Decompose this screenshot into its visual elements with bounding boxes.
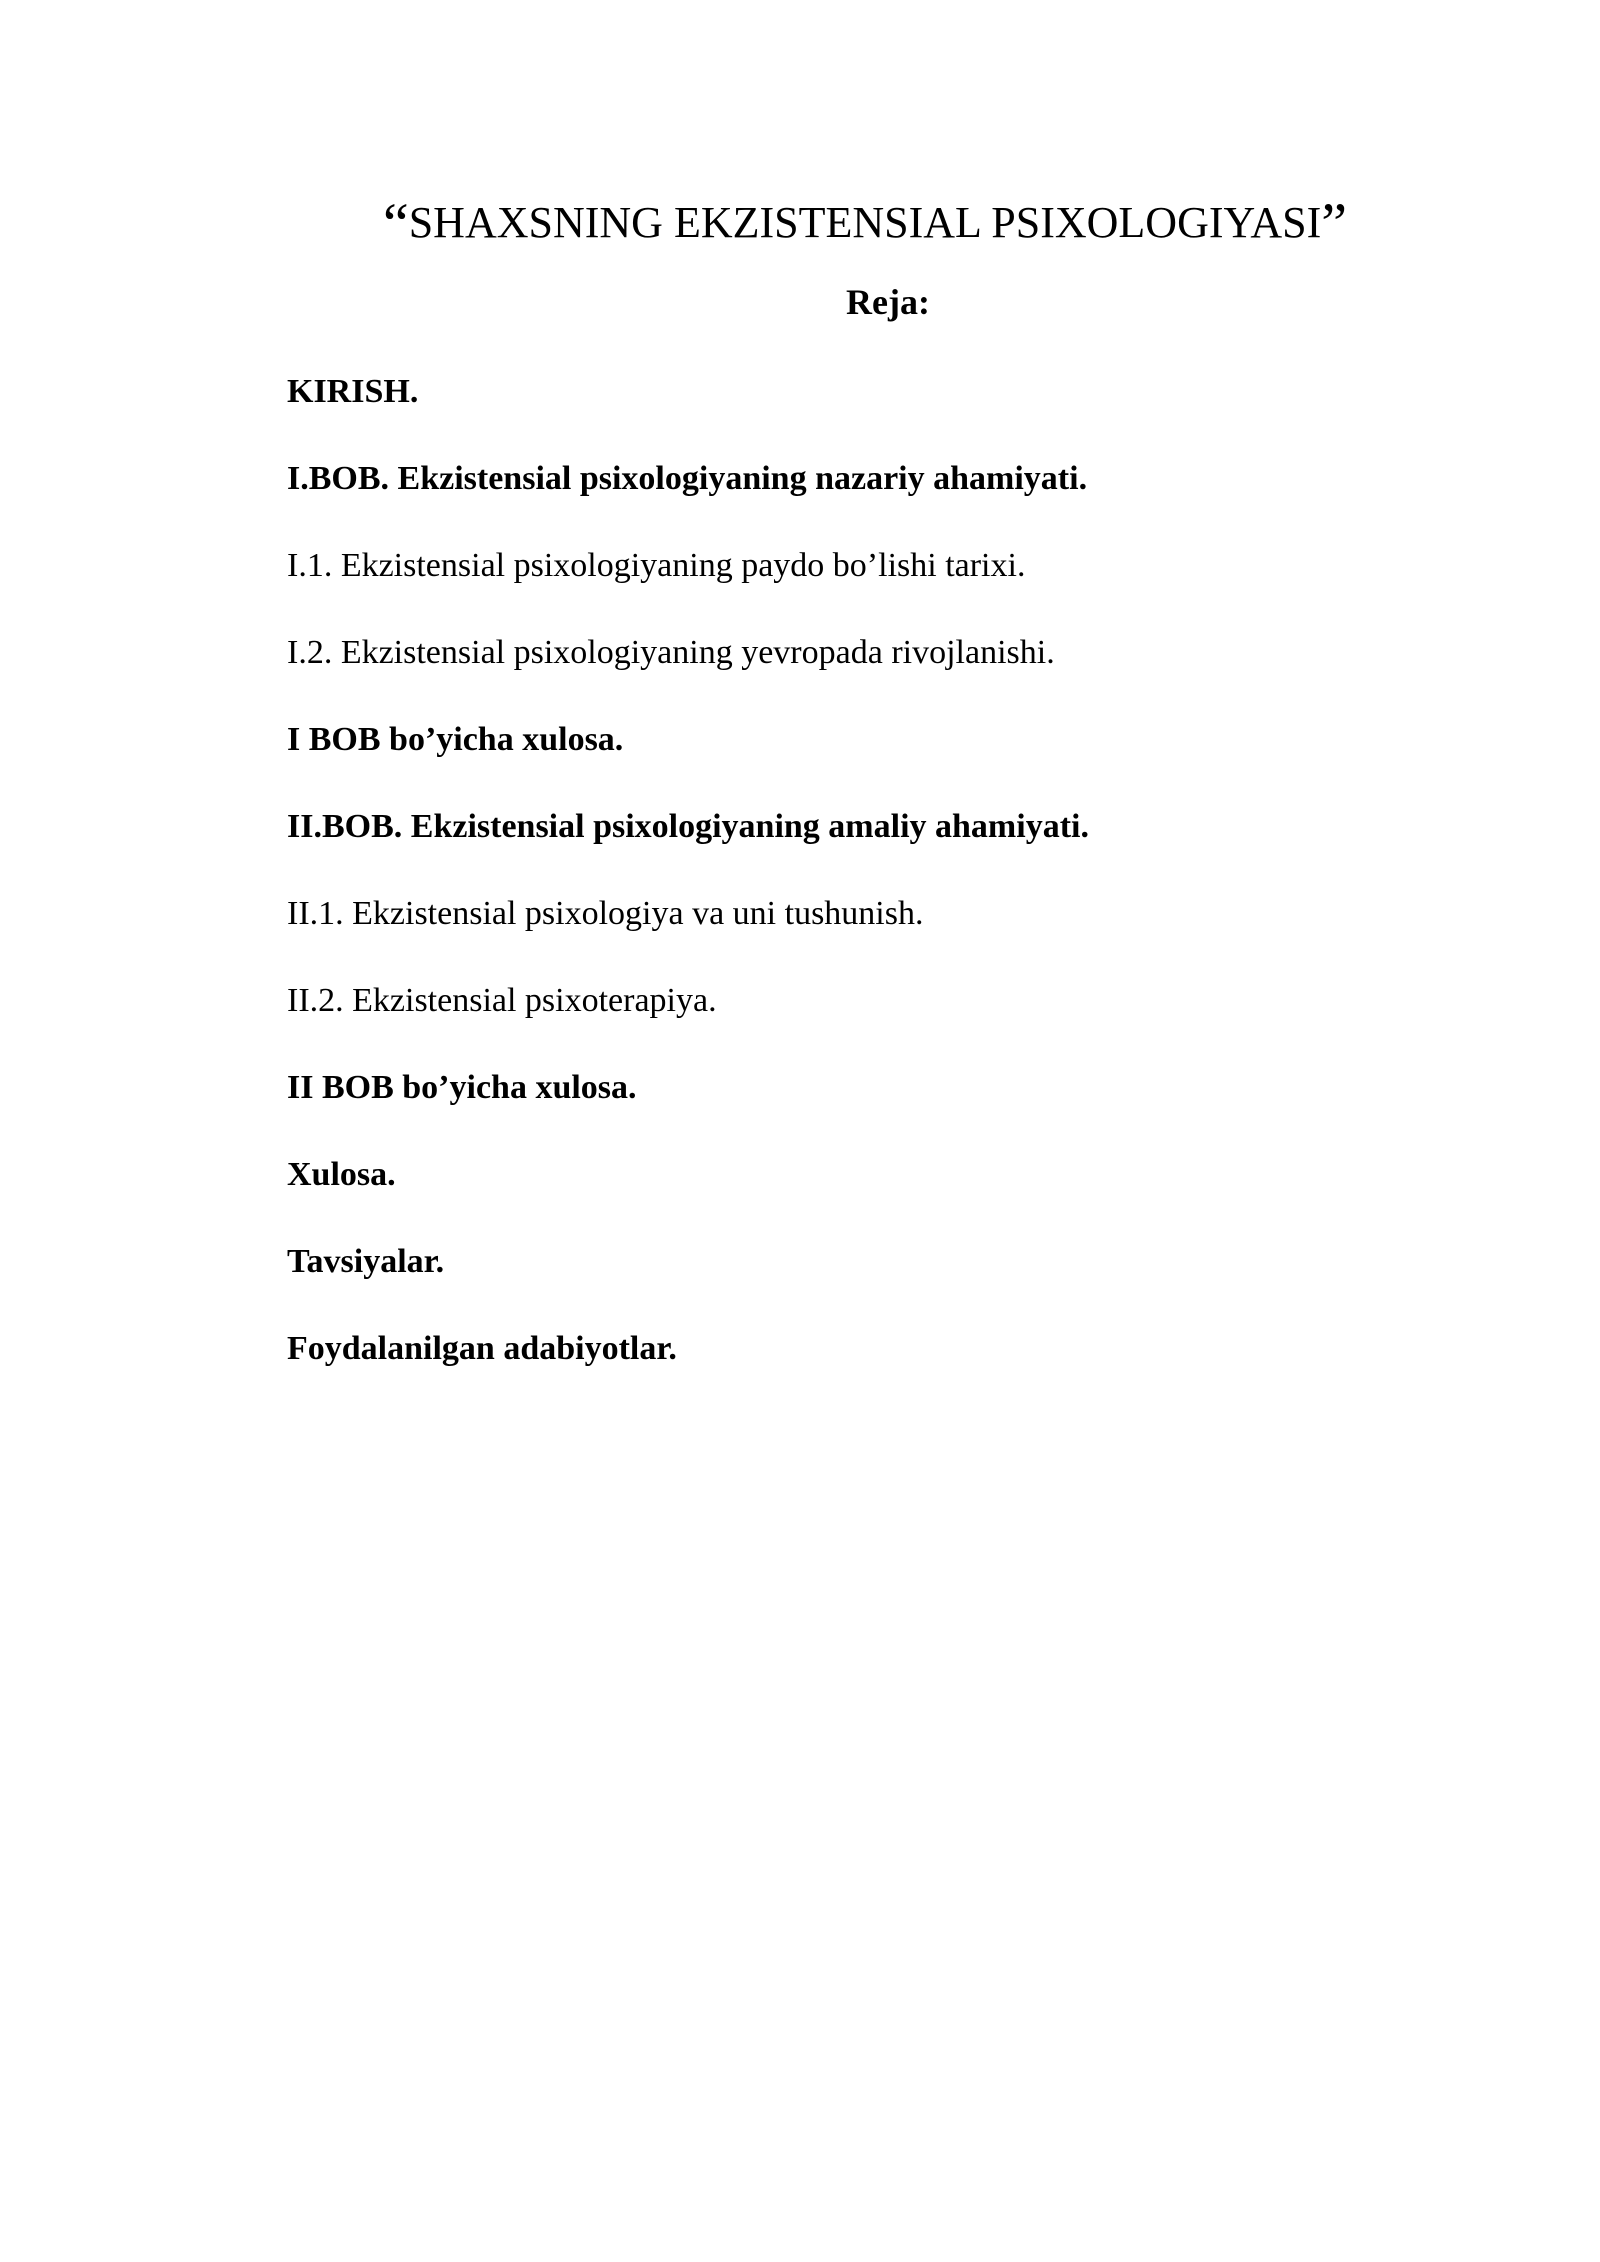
plan-item-recommendations: Tavsiyalar. [287, 1243, 445, 1280]
title-close-quote: ” [1321, 191, 1348, 257]
plan-item-section-2-1: II.1. Ekzistensial psixologiya va uni tushunish. [287, 895, 924, 932]
plan-item-chapter-1-summary: I BOB bo’yicha xulosa. [287, 721, 624, 758]
plan-item-chapter-2: II.BOB. Ekzistensial psixologiyaning amaliy ahamiyati. [287, 808, 1089, 845]
plan-list [287, 375, 1089, 1419]
title-text: SHAXSNING EKZISTENSIAL PSIXOLOGIYASI [408, 198, 1322, 248]
plan-item-references: Foydalanilgan adabiyotlar. [287, 1330, 677, 1367]
plan-item-section-2-2: II.2. Ekzistensial psixoterapiya. [287, 982, 717, 1019]
plan-item-section-1-2: I.2. Ekzistensial psixologiyaning yevropada rivojlanishi. [287, 634, 1055, 671]
title-open-quote: “ [382, 191, 409, 257]
plan-item-kirish: KIRISH. [287, 373, 419, 410]
plan-heading: Reja: [846, 282, 930, 322]
document-title [0, 189, 1600, 257]
plan-item-chapter-2-summary: II BOB bo’yicha xulosa. [287, 1069, 637, 1106]
plan-item-chapter-1: I.BOB. Ekzistensial psixologiyaning nazariy ahamiyati. [287, 460, 1088, 497]
plan-item-section-1-1: I.1. Ekzistensial psixologiyaning paydo bo’lishi tarixi. [287, 547, 1026, 584]
plan-item-conclusion: Xulosa. [287, 1156, 396, 1193]
